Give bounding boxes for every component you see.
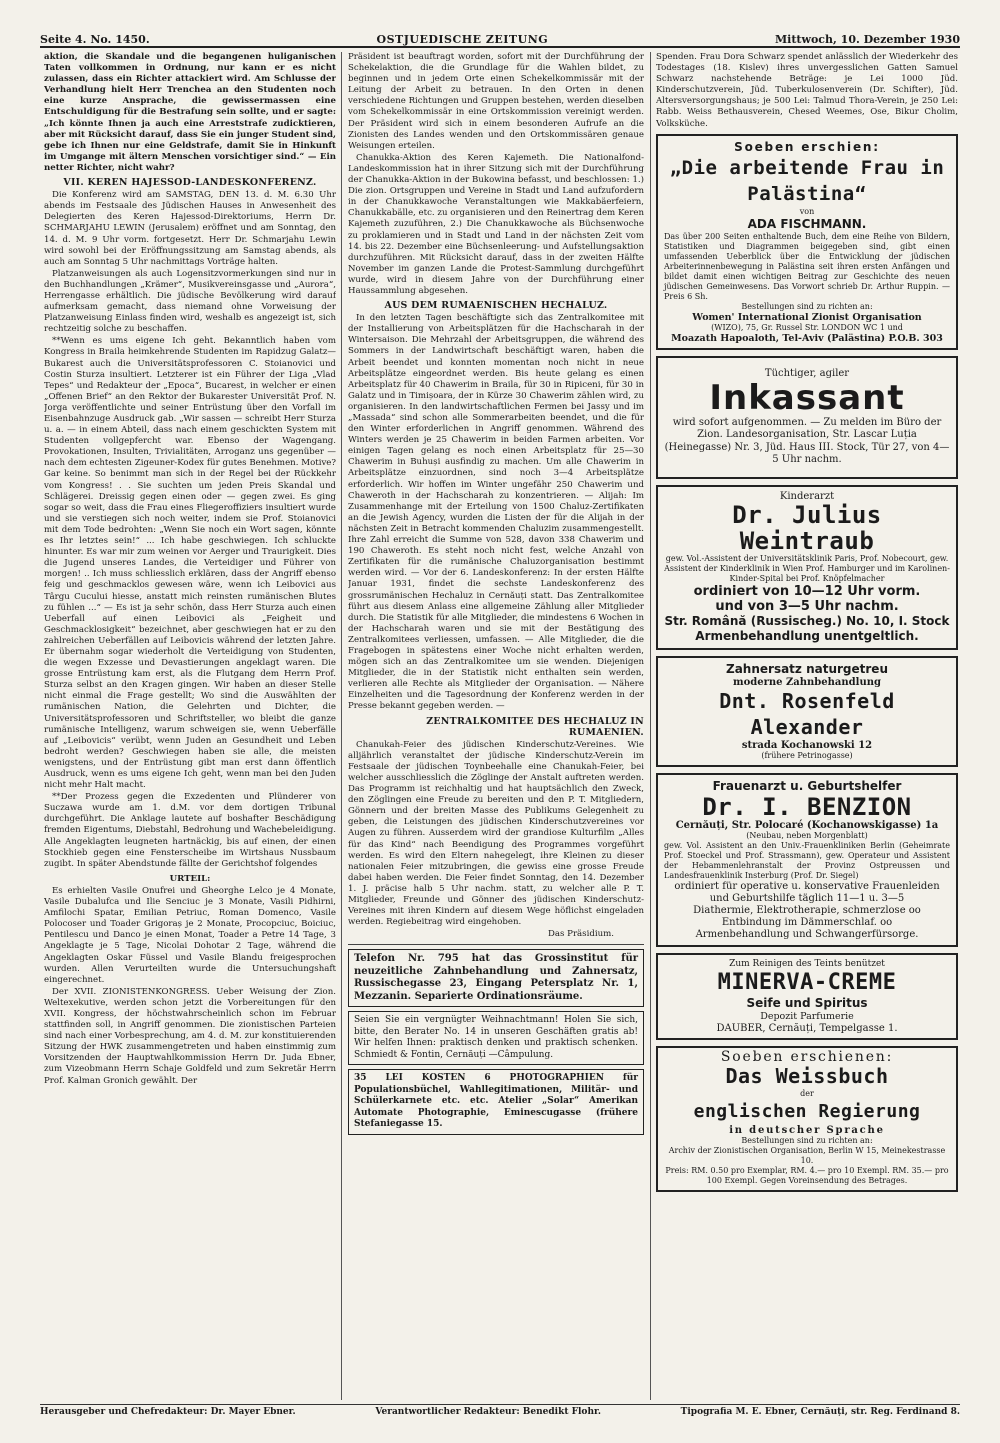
ad-b-title: Inkassant: [709, 377, 905, 418]
ad-e-top: Frauenarzt u. Geburtshelfer: [712, 779, 902, 794]
article-platzanweisungen: Platzanweisungen als auch Logensitzvormerkungen sind nur in den Buchhandlungen „Krämer“, Musikvereinsgasse und „Aurora“, Herrengasse erhältlich. Die jüdische Bevölkerung wird darauf aufmerksam gemacht, dass niemand ohne Vorweisung der Platzanweisung Einlass finden wird, weshalb es angezeigt ist, sich rechtzeitig solche zu beschaffen.: [44, 268, 336, 335]
ad-a-von: von: [799, 206, 815, 216]
ad-e-l3: Armenbehandlung und Schwangerfürsorge.: [695, 929, 919, 941]
page-header: [40, 24, 960, 48]
ad-f-top: Zum Reinigen des Teints benützet: [729, 959, 885, 970]
ad-e-addr2: (Neubau, neben Morgenblatt): [746, 831, 868, 841]
ad-d-addr2: (frühere Petrinogasse): [761, 751, 853, 761]
ad-g-title2: englischen Regierung: [693, 1100, 921, 1122]
ad-c-addr: Str. Română (Russischeg.) No. 10, I. Stock: [664, 614, 950, 629]
signature-zentralkomitee: ZENTRALKOMITEE DES HECHALUZ IN RUMAENIEN.: [426, 715, 644, 738]
column-2: [348, 52, 644, 1400]
ad-a-top: Soeben erschien:: [734, 139, 880, 154]
ad-arbeitende-frau: [656, 134, 958, 350]
article-zionistenkongress: Der XVII. ZIONISTENKONGRESS. Ueber Weisung der Zion. Weltexekutive, werden schon jetzt die Vorbereitungen für den XVII. Kongress, der höchstwahrscheinlich schon im Februar stattfinden soll, in Angriff genommen. Die zionistischen Parteien sind nach einer Vorbesprechung, am 4. d. M. zur konstituierenden Sitzung der HWK zusammengetreten und haben einstimmig zum Vorsitzenden der Hauptwahlkommission Herrn Dr. Juda Ebner, zum Vizeobmann Herrn Schaje Goldfeld und zum Sekretär Herrn Prof. Kalman Gronich gewählt. Der: [44, 986, 336, 1086]
footer-publisher: Herausgeber und Chefredakteur: Dr. Mayer Ebner.: [40, 1407, 296, 1417]
headline-hechaluz: AUS DEM RUMAENISCHEN HECHALUZ.: [384, 300, 608, 312]
ad-c-title: Dr. Julius Weintraub: [732, 501, 882, 556]
article-chanukah-feier: Chanukah-Feier des jüdischen Kinderschutz-Vereines. Wie alljährlich veranstaltet der jüdische Kinderschutz-Verein im Festsaale der jüdischen Toynbeehalle eine Chanukah-Feier, bei welcher ausschliesslich die Zöglinge der Anstalt auftreten werden. Das Programm ist reichhaltig und hat hauptsächlich den Zweck, den Zöglingen eine Freude zu bereiten und den P. T. Mitgliedern, Gönnern und der breiten Masse des Publikums Gelegenheit zu geben, die Leistungen des jüdischen Kinderschutzvereines vor Augen zu führen. Ausserdem wird der grandiose Kulturfilm „Alles für das Kind“ nach Beendigung des Programmes vorgeführt werden. Es wird den Eltern nahegelegt, ihre Kleinen zu dieser nationalen Feier mitzubringen, die gewiss eine grosse Freude dabei haben werden. Die Feier findet Sonntag, den 14. Dezember 1. J. präcise halb 5 Uhr nachm. statt, zu welcher alle P. T. Mitglieder, Freunde und Gönner des jüdischen Kinderschutz-Vereines mit ihren Kindern auf diesem Wege höflichst eingeladen werden. Regiebeitrag wird eingehoben.: [348, 739, 644, 928]
column-1: [44, 52, 336, 1400]
ad-e-l2: Diathermie, Elektrotherapie, schmerzlose oo Entbindung im Dämmerschlaf. oo: [693, 905, 921, 929]
ad-c-hours2: und von 3—5 Uhr nachm.: [715, 599, 899, 615]
ad-d-sub: moderne Zahnbehandlung: [732, 677, 881, 689]
headline-keren-hajessod: VII. KEREN HAJESSOD-LANDESKONFERENZ.: [63, 177, 317, 189]
ad-weihnachtmann: Seien Sie ein vergnügter Weihnachtmann! Holen Sie sich, bitte, den Berater No. 14 in unseren Geschäften gratis ab! Wir helfen Ihnen: praktisch denken und praktisch schenken. Schmiedt & Fontin, Cernăuți —Câmpulung.: [348, 1011, 644, 1065]
article-schekelaktion: Präsident ist beauftragt worden, sofort mit der Durchführung der Schekelaktion, die die Grundlage für die Wahlen bildet, zu beginnen und in jedem Orte einen Schekelkommissär mit der Leitung der Arbeit zu betrauen. In den Orten in denen verschiedene Richtungen und Gruppen bestehen, werden dieselben vom Schekelkommissär in eine Ortskommission vereinigt werden. Der Präsident wird sich in einem besonderen Aufrufe an die Zionisten des Landes wenden und den Ortskommissären genaue Weisungen erteilen.: [348, 52, 644, 151]
ad-weintraub: [656, 485, 958, 650]
ad-b-top: Tüchtiger, agiler: [764, 367, 850, 379]
ad-e-desc: gew. Vol. Assistent an den Univ.-Frauenkliniken Berlin (Geheimrate Prof. Stoeckel und Prof. Strassmann), gew. Operateur und Assistent der Hebammenlehranstalt der Provinz Ostpreussen und Landesfrauenklinik Insterburg (Prof. Dr. Siegel): [664, 841, 950, 881]
ad-inkassant: [656, 356, 958, 479]
ad-a-org: Women' International Zionist Organisation: [692, 311, 922, 323]
issue-date: Mittwoch, 10. Dezember 1930: [774, 33, 960, 46]
ad-a-addr2: Moazath Hapoaloth, Tel-Aviv (Palästina) P.O.B. 303: [671, 332, 943, 344]
signature-praesidium: Das Präsidium.: [548, 929, 614, 940]
ad-g-addr: Archiv der Zionistischen Organisation, Berlin W 15, Meinekestrasse 10.: [668, 1145, 946, 1165]
ad-a-author: ADA FISCHMANN.: [747, 216, 867, 231]
article-urteil: Es erhielten Vasile Onufrei und Gheorghe Lelco je 4 Monate, Vasile Dubalufca und Ilie Senciuc je 3 Monate, Vasili Pidhirni, Amfilochi Spatar, Emilian Petriuc, Roman Domenco, Vasile Polocoser und Toader Grigoraș je 2 Monate, Procopciuc, Boiciuc, Pentilescu und Danco je einen Monat, Toader a Petre 14 Tage, 3 Angeklagte je 5 Tage, Nicolai Dohotar 2 Tage, während die Angeklagten Oskar Füssel und Vasile Blandu freigesprochen wurden. Allen Verurteilten wurde die Untersuchungshaft eingerechnet.: [44, 885, 336, 985]
ad-weissbuch: [656, 1046, 958, 1192]
ad-g-der: der: [800, 1088, 814, 1098]
ad-a-desc: Das über 200 Seiten enthaltende Buch, dem eine Reihe von Bildern, Statistiken und Diagrammen beigegeben sind, gibt einen umfassenden Ueberblick über die Entwicklung der jüdischen Arbeiterinnenbewegung in Palästina seit ihren ersten Anfängen und bildet damit einen wichtigen Beitrag zur Geschichte des neuen jüdischen Gemeinwesens. Das Vorwort schrieb Dr. Arthur Ruppin. — Preis 6 Sh.: [664, 231, 950, 301]
ad-d-title: Dnt. Rosenfeld Alexander: [719, 689, 895, 740]
ad-f-addr: DAUBER, Cernăuți, Tempelgasse 1.: [716, 1022, 898, 1034]
ad-b-text: wird sofort aufgenommen. — Zu melden im Büro der Zion. Landesorganisation, Str. Lascar Luția (Heinegasse) Nr. 3, Jüd. Haus III. Stock, Tür 27, von 4—5 Uhr nachm.: [664, 416, 950, 466]
footer-editor: Verantwortlicher Redakteur: Benedikt Flohr.: [375, 1407, 602, 1417]
ad-telefon-795: Telefon Nr. 795 hat das Grossinstitut für neuzeitliche Zahnbehandlung und Zahnersatz, Russischegasse 23, Eingang Petersplatz Nr. 1, Mezzanin. Separierte Ordinationsräume.: [348, 949, 644, 1007]
ad-f-title: MINERVA-CREME: [717, 970, 897, 996]
ad-c-hours1: ordiniert von 10—12 Uhr vorm.: [693, 584, 921, 600]
divider: [348, 944, 644, 945]
article-keren-hajessod: Die Konferenz wird am SAMSTAG, DEN 13. d. M. 6.30 Uhr abends im Festsaale des Jüdischen Hauses in Anwesenheit des Delegierten des Keren Hajessod-Direktoriums, Herrn Dr. SCHMARJAHU LEWIN (Jerusalem) eröffnet und am Sonntag, den 14. d. M. 9 Uhr vorm. fortgesetzt. Herr Dr. Schmarjahu Lewin wird sowohl bei der Eröffnungssitzung am Samstag abends, als auch am Sonntag 5 Uhr nachmittags Vorträge halten.: [44, 190, 336, 267]
ad-photographien: 35 LEI KOSTEN 6 PHOTOGRAPHIEN für Populationsbüchel, Wahllegitimationen, Militär- und Schülerkarnete etc. etc. Atelier „Solar“ Amerikan Automate Photographie, Eminescugasse (frühere Stefaniegasse 15.: [348, 1069, 644, 1135]
ad-c-free: Armenbehandlung unentgeltlich.: [695, 629, 919, 644]
column-divider-2: [650, 52, 651, 1400]
article-prozess-suczawa: **Der Prozess gegen die Exzedenten und Plünderer von Suczawa wurde am 1. d.M. vor dem dortigen Tribunal durchgeführt. Die Anklage lautete auf boshafter Beschädigung fremden Eigentums, Diebstahl, Bedrohung und Wachebeleidigung. Alle Angeklagten leugneten hartnäckig, bis auf einen, der einen Stockhieb gegen eine Fensterscheibe im Wirtshaus Nussbaum zugibt. In später Abendstunde fällte der Gerichtshof folgendes: [44, 792, 336, 869]
ad-g-title: Das Weissbuch: [725, 1063, 889, 1088]
ad-d-top: Zahnersatz naturgetreu: [726, 662, 888, 677]
ad-f-sub: Seife und Spiritus: [746, 996, 868, 1011]
ad-benzion: [656, 773, 958, 947]
ad-g-price: Preis: RM. 0.50 pro Exemplar, RM. 4.— pro 10 Exempl. RM. 35.— pro 100 Exempl. Gegen Voreinsendung des Betrages.: [665, 1165, 949, 1185]
ad-rosenfeld: [656, 656, 958, 767]
article-eigene-ich: **Wenn es ums eigene Ich geht. Bekanntlich haben vom Kongress in Braila heimkehrende Studenten im Rapidzug Galatz—Bukarest auch die Universitätsprofessoren C. Stoianovici und Costin Sturza insultiert. Letzterer ist ein Führer der Liga „Vlad Tepes“ und Redakteur der „Epoca“, Bucarest, in welcher er einen „Offenen Brief“ an den Rektor der Bukarester Universität Prof. N. Jorga veröffentlichte und seiner Entrüstung über den Vorfall im Eisenbahnzuge Ausdruck gab. „Wir sassen — schreibt Herr Sturza u. a. — in einem Abteil, dass nach einem geschickten System mit Studenten vollgepfercht war. Ebenso der Wagengang. Provokationen, Insulten, Trivialitäten, Arroganz uns gegenüber —nach dem echtesten Zigeuner-Kodex für gutes Benehmen. Motive? Gar keine. So benimmt man sich in der Regel bei der Rückkehr vom Kongress! . . Sie suchten um jeden Preis Skandal und Schlägerei. Dreissig gegen einen oder — gegen zwei. Es ging sogar so weit, dass die Frau eines Fliegeroffiziers insultiert wurde und sie verstiegen sich noch weiter, indem sie Prof. Stoianovici mit dem Tode bedrohten: „Wenn Sie noch ein Wort sagen, könnte es Ihr letztes sein!“ ... Ich habe geschwiegen. Ich schluckte hinunter. Es war mir zum weinen vor Aerger und Traurigkeit. Dies die Jugend unseres Landes, die Verteidiger und Führer von morgen! .. Ich muss schliesslich erklären, dass der Angriff ebenso feig und geschmacklos gewesen wäre, wenn ich Leibovici aus Târgu Cucului hiesse, anstatt mich reinsten rumänischen Blutes zu fühlen ...“ — Es ist ja sehr schön, dass Herr Sturza auch einen Ueberfall auf einen Leibovici als „Feigheit und Geschmacklosigkeit“ bezeichnet, aber geschwiegen hat er zu den zahlreichen Ueberfällen auf Leibovicis während der letzten Jahre. Er übernahm sogar wiederholt die Verteidigung von Studenten, die wegen Exzesse und Devastierungen angeklagt waren. Die grosse Entrüstung kam erst, als die Flutgang dem Herrn Prof. Sturza selbst an den Kragen gingen. Wir haben an dieser Stelle nicht einmal die Frage gestellt; Wo sind die Auswählten der rumänischen Nation, die Gelehrten und Dichter, die Universitätsprofessoren und Schriftsteller, wo bleibt die ganze rumänische Intelligenz, warum schweigen sie, wenn Ueberfälle auf „Leibovicis“ verübt, wenn Juden an Gesundheit und Leben bedroht werden? Geschwiegen haben sie alle, die meisten wenigstens, und der Entrüstung gibt man erst dann öffentlich Ausdruck, wenn es ums eigene Ich geht, wenn man bei den Juden nicht mehr Halt macht.: [44, 336, 336, 791]
page-footer: [40, 1404, 960, 1423]
ad-e-l1: ordiniert für operative u. konservative Frauenleiden und Geburtshilfe täglich 11—1 u. 3—5: [674, 881, 940, 905]
ad-g-top: Soeben erschienen:: [720, 1048, 894, 1065]
ad-a-order: Bestellungen sind zu richten an:: [741, 301, 873, 311]
ad-a-addr: (WIZO), 75, Gr. Russel Str. LONDON WC 1 und: [711, 322, 903, 332]
ad-f-dep: Depozit Parfumerie: [760, 1011, 854, 1023]
ad-minerva-creme: [656, 953, 958, 1039]
article-chanukka-aktion: Chanukka-Aktion des Keren Kajemeth. Die Nationalfond-Landeskommission hat in ihrer Sitzung sich mit der Durchführung der Chanukka-Aktion in der Bukowina befasst, und beschlossen: 1.) Die zion. Ortsgruppen und Vereine in Stadt und Land aufzufordern in der Chanukkawoche Veranstaltungen wie Makkabäerfeiern, Chanukkabälle, etc. zu organisieren und den Reinertrag dem Keren Kajemeth zuzuführen, 2.) Die Chanukkawoche als Büchsenwoche zu proklamieren und in Stadt und Land in der nächsten Zeit vom 14. bis 22. Dezember eine Büchsenleerung- und Aufstellungsaktion durchzuführen. Mit Rücksicht darauf, dass in der zweiten Hälfte November im ganzen Lande die Protest-Sammlung durchgeführt wurde, wird in diesem Jahre von der Durchführung einer Haussammlung abgesehen.: [348, 152, 644, 296]
ad-d-addr: strada Kochanowski 12: [741, 740, 873, 752]
page-number: Seite 4. No. 1450.: [40, 33, 150, 46]
masthead: OSTJUEDISCHE ZEITUNG: [376, 33, 549, 46]
ad-e-addr: Cernăuți, Str. Polocaré (Kochanowskigasse) 1a: [675, 820, 939, 832]
ad-a-title: „Die arbeitende Frau in Palästina“: [669, 156, 945, 205]
article-judge-continued: aktion, die Skandale und die begangenen huliganischen Taten vollkommen in Ordnung, nur kann er es nicht zulassen, dass ein Richter attackiert wird. Am Schlusse der Verhandlung hielt Herr Trenchea an den Studenten noch eine kurze Ansprache, die gewissermassen eine Entschuldigung für die Bestrafung sein sollte, und er sagte: „Ich könnte Ihnen ja auch eine Arreststrafe zudicktieren, aber mit Rücksicht darauf, dass Sie ein junger Student sind, gebe ich Ihnen nur eine Geldstrafe, damit Sie in Hinkunft im Umgange mit ältern Menschen vorsichtiger sind.“ — Ein netter Richter, nicht wahr?: [44, 52, 336, 173]
column-divider-1: [341, 52, 342, 1400]
ad-e-title: Dr. I. BENZION: [702, 793, 912, 822]
ad-g-lang: in deutscher Sprache: [729, 1124, 885, 1136]
ad-c-top: Kinderarzt: [779, 490, 835, 502]
column-3: [656, 52, 958, 1400]
footer-printer: Tipografia M. E. Ebner, Cernăuți, str. Reg. Ferdinand 8.: [680, 1407, 960, 1417]
article-hechaluz: In den letzten Tagen beschäftigte sich das Zentralkomitee mit der Installierung von Arbeitsplätzen für die Hachscharah in der Wintersaison. Die Mehrzahl der Arbeitsgruppen, die während des Sommers in der Landwirtschaft beschäftigt waren, haben die Arbeit beendet und konnten momentan noch nicht in neue Arbeitsplätze eingeordnet werden. Bis heute gelang es einen Arbeitsplatz für 40 Chawerim in Braila, für 30 in Ripiceni, für 30 in Galatz und in Timișoara, der in Kürze 30 Chawerim zählen wird, zu organisieren. In den landwirtschaftlichen Fermen bei Jassy und im „Massada“ sind schon alle Sommerarbeiten beendet, und die für den Winter erforderlichen in Angriff genommen. Während des Winters werden je 25 Chawerim in beiden Farmen arbeiten. Vor einigen Tagen gelang es noch einen Arbeitsplatz für 25—30 Chawerim in Buhuși ausfindig zu machen. Um alle Chawerim in Arbeitsplätze einzuordnen, sind noch 3—4 Arbeitsplätze erforderlich. Wir hoffen im Winter ungefähr 250 Chawerim und Chaweroth in der Hachscharah zu konzentrieren. — Alijah: Im Zusammenhange mit der Erteilung von 1500 Chaluz-Zertifikaten an die Jewish Agency, wurden die Listen der für die Alijah in der nächsten Zeit in Betracht kommenden Chaluzim zusammengestellt. Ihre Zahl erreicht die Summe von 528, davon 338 Chawerim und 190 Chaweroth. Es steht noch nicht fest, welche Anzahl von Zertifikaten für die rumänische Chaluzorganisation bestimmt werden wird. — Vor der 6. Landeskonferenz: In der ersten Hälfte Januar 1931, findet die sechste Landeskonferenz des grossrumänischen Hechaluz in Cernăuți statt. Das Zentralkomitee führt aus diesem Anlass eine allgemeine Zählung aller Mitglieder durch. Die Statistik für alle Mitglieder, die mindestens 6 Wochen in der Hachscharah waren und sie mit der Bestätigung des Zentralkomitees verliessen, umfassen. — Alle Mitglieder, die die Fragebogen in spätestens einer Woche nicht erhalten werden, mögen sich an das Zentralkomitee um sie wenden. Diejenigen Mitglieder, die in der Statistik nicht enthalten sein werden, verlieren alle Rechte als Mitglieder der Organisation. — Nähere Einzelheiten und die Tagesordnung der Konferenz werden in der Presse bekannt gegeben werden. —: [348, 313, 644, 712]
urteil-heading: URTEIL:: [169, 873, 211, 884]
ad-c-desc: gew. Vol.-Assistent der Universitätsklinik Paris, Prof. Nobecourt, gew. Assistent der Kinderklinik in Wien Prof. Hamburger und im Karolinen-Kinder-Spital bei Prof. Knöpfelmacher: [664, 554, 950, 584]
ad-g-order: Bestellungen sind zu richten an:: [741, 1135, 873, 1145]
article-spenden: Spenden. Frau Dora Schwarz spendet anlässlich der Wiederkehr des Todestages (18. Kislev) ihres unvergesslichen Gatten Samuel Schwarz nachstehende Beträge: je Lei 1000 Jüd. Kinderschutzverein, Jüd. Tuberkulosenverein (Dr. Schifter), Jüd. Altersversorgungshaus; je 500 Lei: Talmud Thora-Verein, je 250 Lei: Rabb. Weiss Bethausverein, Chesed Weemes, Ose, Bikur Cholim, Volksküche.: [656, 52, 958, 129]
